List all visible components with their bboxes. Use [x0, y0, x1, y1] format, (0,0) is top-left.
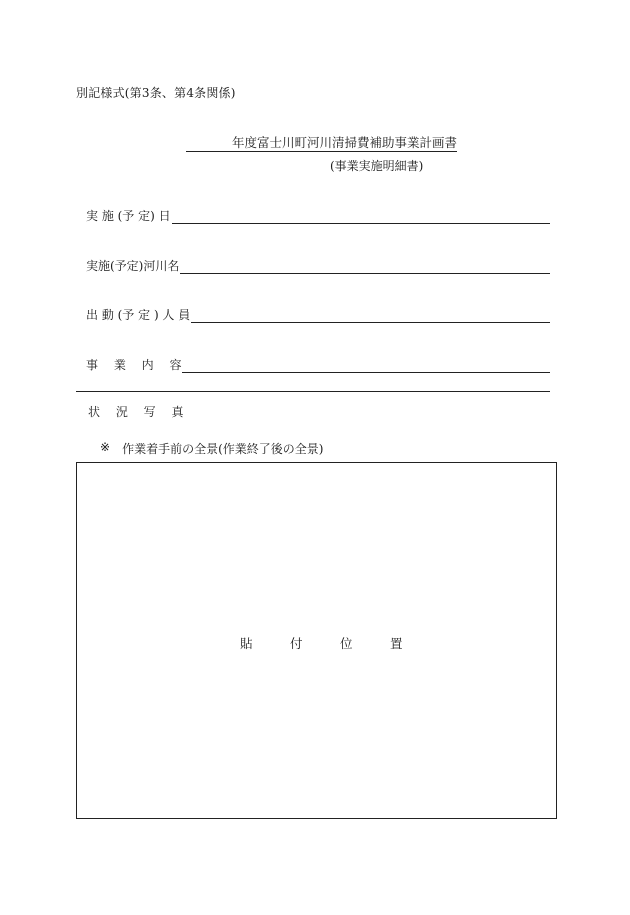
title-text: 年度富士川町河川清掃費補助事業計画書	[232, 135, 458, 150]
field-river-name	[86, 257, 550, 274]
input-line-river-name[interactable]	[180, 261, 550, 274]
reference-mark: ※	[100, 440, 111, 454]
field-label-personnel: 出 動 (予 定 ) 人 員	[86, 308, 191, 322]
field-work-content	[86, 356, 550, 373]
photo-placeholder-text: 貼 付 位 置	[240, 636, 403, 651]
input-line-scheduled-date[interactable]	[172, 211, 550, 224]
field-label-scheduled-date: 実 施 (予 定) 日	[86, 209, 171, 223]
document-subtitle: (事業実施明細書)	[330, 159, 424, 173]
field-personnel	[86, 306, 550, 323]
input-line-personnel[interactable]	[191, 310, 550, 323]
form-style-reference: 別記様式(第3条、第4条関係)	[76, 86, 236, 100]
field-label-river-name: 実施(予定)河川名	[86, 259, 180, 273]
photo-section-label: 状 況 写 真	[88, 405, 184, 419]
document-title	[186, 133, 457, 152]
photo-note	[100, 440, 323, 457]
field-label-work-content: 事 業 内 容	[86, 358, 182, 372]
input-line-work-content[interactable]	[182, 360, 550, 373]
year-blank-line[interactable]	[186, 137, 232, 152]
work-content-continuation-line[interactable]	[76, 391, 550, 392]
field-scheduled-date	[86, 207, 550, 224]
photo-note-text: 作業着手前の全景(作業終了後の全景)	[122, 442, 324, 456]
